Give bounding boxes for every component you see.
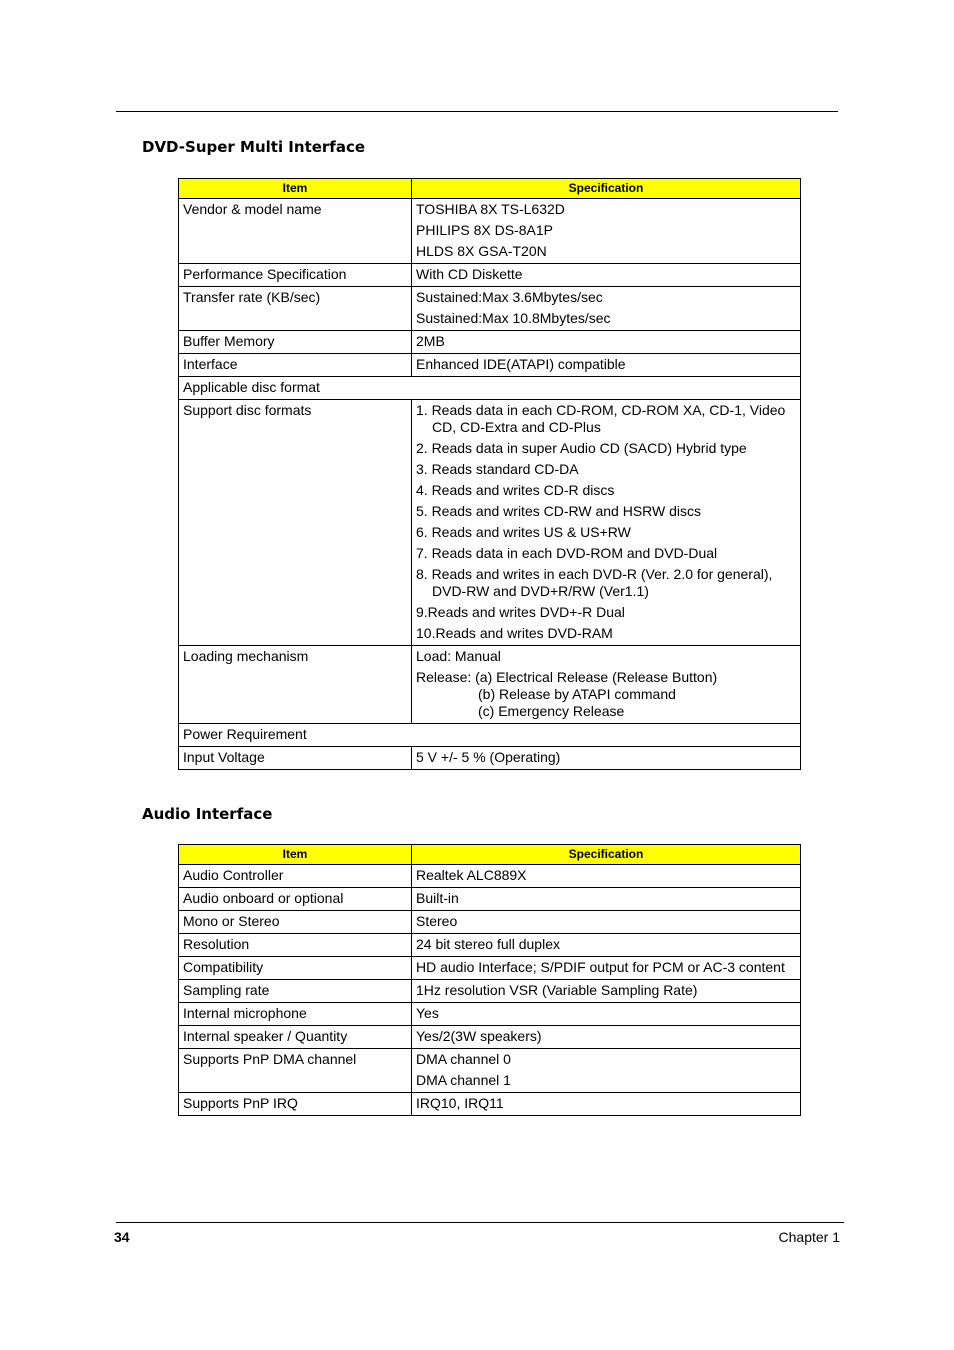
column-header-item: Item	[179, 179, 412, 199]
table-row	[179, 934, 801, 957]
table-row	[179, 1049, 801, 1093]
row-label: Loading mechanism	[179, 646, 412, 724]
row-value	[412, 199, 801, 264]
value-subline: (b) Release by ATAPI command	[478, 686, 676, 702]
value-line: Release: (a) Electrical Release (Release Button)	[416, 669, 718, 685]
row-label: Support disc formats	[179, 400, 412, 646]
table-row	[179, 724, 801, 747]
table-row	[179, 400, 801, 646]
row-value: 5 V +/- 5 % (Operating)	[412, 747, 801, 770]
value-line: TOSHIBA 8X TS-L632D	[416, 201, 565, 217]
value-line: Sustained:Max 10.8Mbytes/sec	[416, 310, 611, 326]
format-item: 2. Reads data in super Audio CD (SACD) Hybrid type	[416, 440, 747, 456]
row-label: Mono or Stereo	[179, 911, 412, 934]
row-value	[412, 646, 801, 724]
row-value	[412, 287, 801, 331]
format-item: 5. Reads and writes CD-RW and HSRW discs	[416, 503, 702, 519]
row-label: Power Requirement	[179, 724, 801, 747]
header-rule	[116, 111, 838, 112]
row-label: Transfer rate (KB/sec)	[179, 287, 412, 331]
page-number: 34	[114, 1229, 130, 1245]
row-label: Performance Specification	[179, 264, 412, 287]
format-item: 3. Reads standard CD-DA	[416, 461, 579, 477]
row-value	[412, 400, 801, 646]
value-line: Sustained:Max 3.6Mbytes/sec	[416, 289, 603, 305]
table-row	[179, 646, 801, 724]
table-row	[179, 1093, 801, 1116]
row-value: Built-in	[412, 888, 801, 911]
row-value: 1Hz resolution VSR (Variable Sampling Rate)	[412, 980, 801, 1003]
row-value: Yes/2(3W speakers)	[412, 1026, 801, 1049]
table-row	[179, 888, 801, 911]
row-label: Interface	[179, 354, 412, 377]
column-header-specification: Specification	[412, 179, 801, 199]
column-header-item: Item	[179, 845, 412, 865]
format-item: 4. Reads and writes CD-R discs	[416, 482, 615, 498]
format-item: 1. Reads data in each CD-ROM, CD-ROM XA, CD-1, Video CD, CD-Extra and CD-Plus	[416, 402, 786, 435]
value-line: DMA channel 1	[416, 1072, 511, 1088]
table-row	[179, 1026, 801, 1049]
table-row	[179, 957, 801, 980]
table-row	[179, 1003, 801, 1026]
row-value: IRQ10, IRQ11	[412, 1093, 801, 1116]
row-label: Sampling rate	[179, 980, 412, 1003]
value-line: HLDS 8X GSA-T20N	[416, 243, 547, 259]
format-item: 8. Reads and writes in each DVD-R (Ver. 2.0 for general), DVD-RW and DVD+R/RW (Ver1.1)	[416, 566, 773, 599]
table-row	[179, 911, 801, 934]
row-label: Audio Controller	[179, 865, 412, 888]
format-item: 10.Reads and writes DVD-RAM	[416, 625, 613, 641]
row-value: HD audio Interface; S/PDIF output for PCM or AC-3 content	[412, 957, 801, 980]
row-value: Enhanced IDE(ATAPI) compatible	[412, 354, 801, 377]
row-label: Vendor & model name	[179, 199, 412, 264]
table-row	[179, 199, 801, 264]
row-value: 24 bit stereo full duplex	[412, 934, 801, 957]
dvd-section-title: DVD-Super Multi Interface	[142, 138, 366, 156]
row-value: With CD Diskette	[412, 264, 801, 287]
row-label: Resolution	[179, 934, 412, 957]
row-label: Internal microphone	[179, 1003, 412, 1026]
table-row	[179, 287, 801, 331]
row-value	[412, 1049, 801, 1093]
value-line: DMA channel 0	[416, 1051, 511, 1067]
row-value: Yes	[412, 1003, 801, 1026]
format-item: 6. Reads and writes US & US+RW	[416, 524, 631, 540]
footer-rule	[116, 1222, 844, 1223]
table-row	[179, 377, 801, 400]
row-label: Internal speaker / Quantity	[179, 1026, 412, 1049]
value-line: Load: Manual	[416, 648, 501, 664]
row-label: Compatibility	[179, 957, 412, 980]
row-label: Supports PnP IRQ	[179, 1093, 412, 1116]
column-header-specification: Specification	[412, 845, 801, 865]
table-header-row	[179, 179, 801, 199]
row-label: Supports PnP DMA channel	[179, 1049, 412, 1093]
table-row	[179, 747, 801, 770]
dvd-spec-table	[178, 178, 801, 770]
table-header-row	[179, 845, 801, 865]
audio-section-title: Audio Interface	[142, 805, 273, 823]
format-item: 9.Reads and writes DVD+-R Dual	[416, 604, 625, 620]
chapter-label: Chapter 1	[778, 1229, 840, 1245]
row-label: Applicable disc format	[179, 377, 801, 400]
table-row	[179, 980, 801, 1003]
row-value: Stereo	[412, 911, 801, 934]
table-row	[179, 264, 801, 287]
audio-spec-table	[178, 844, 801, 1116]
row-value: 2MB	[412, 331, 801, 354]
row-value: Realtek ALC889X	[412, 865, 801, 888]
row-label: Audio onboard or optional	[179, 888, 412, 911]
value-line: PHILIPS 8X DS-8A1P	[416, 222, 553, 238]
table-row	[179, 331, 801, 354]
format-item: 7. Reads data in each DVD-ROM and DVD-Dual	[416, 545, 718, 561]
table-row	[179, 354, 801, 377]
table-row	[179, 865, 801, 888]
value-subline: (c) Emergency Release	[478, 703, 625, 719]
row-label: Input Voltage	[179, 747, 412, 770]
row-label: Buffer Memory	[179, 331, 412, 354]
